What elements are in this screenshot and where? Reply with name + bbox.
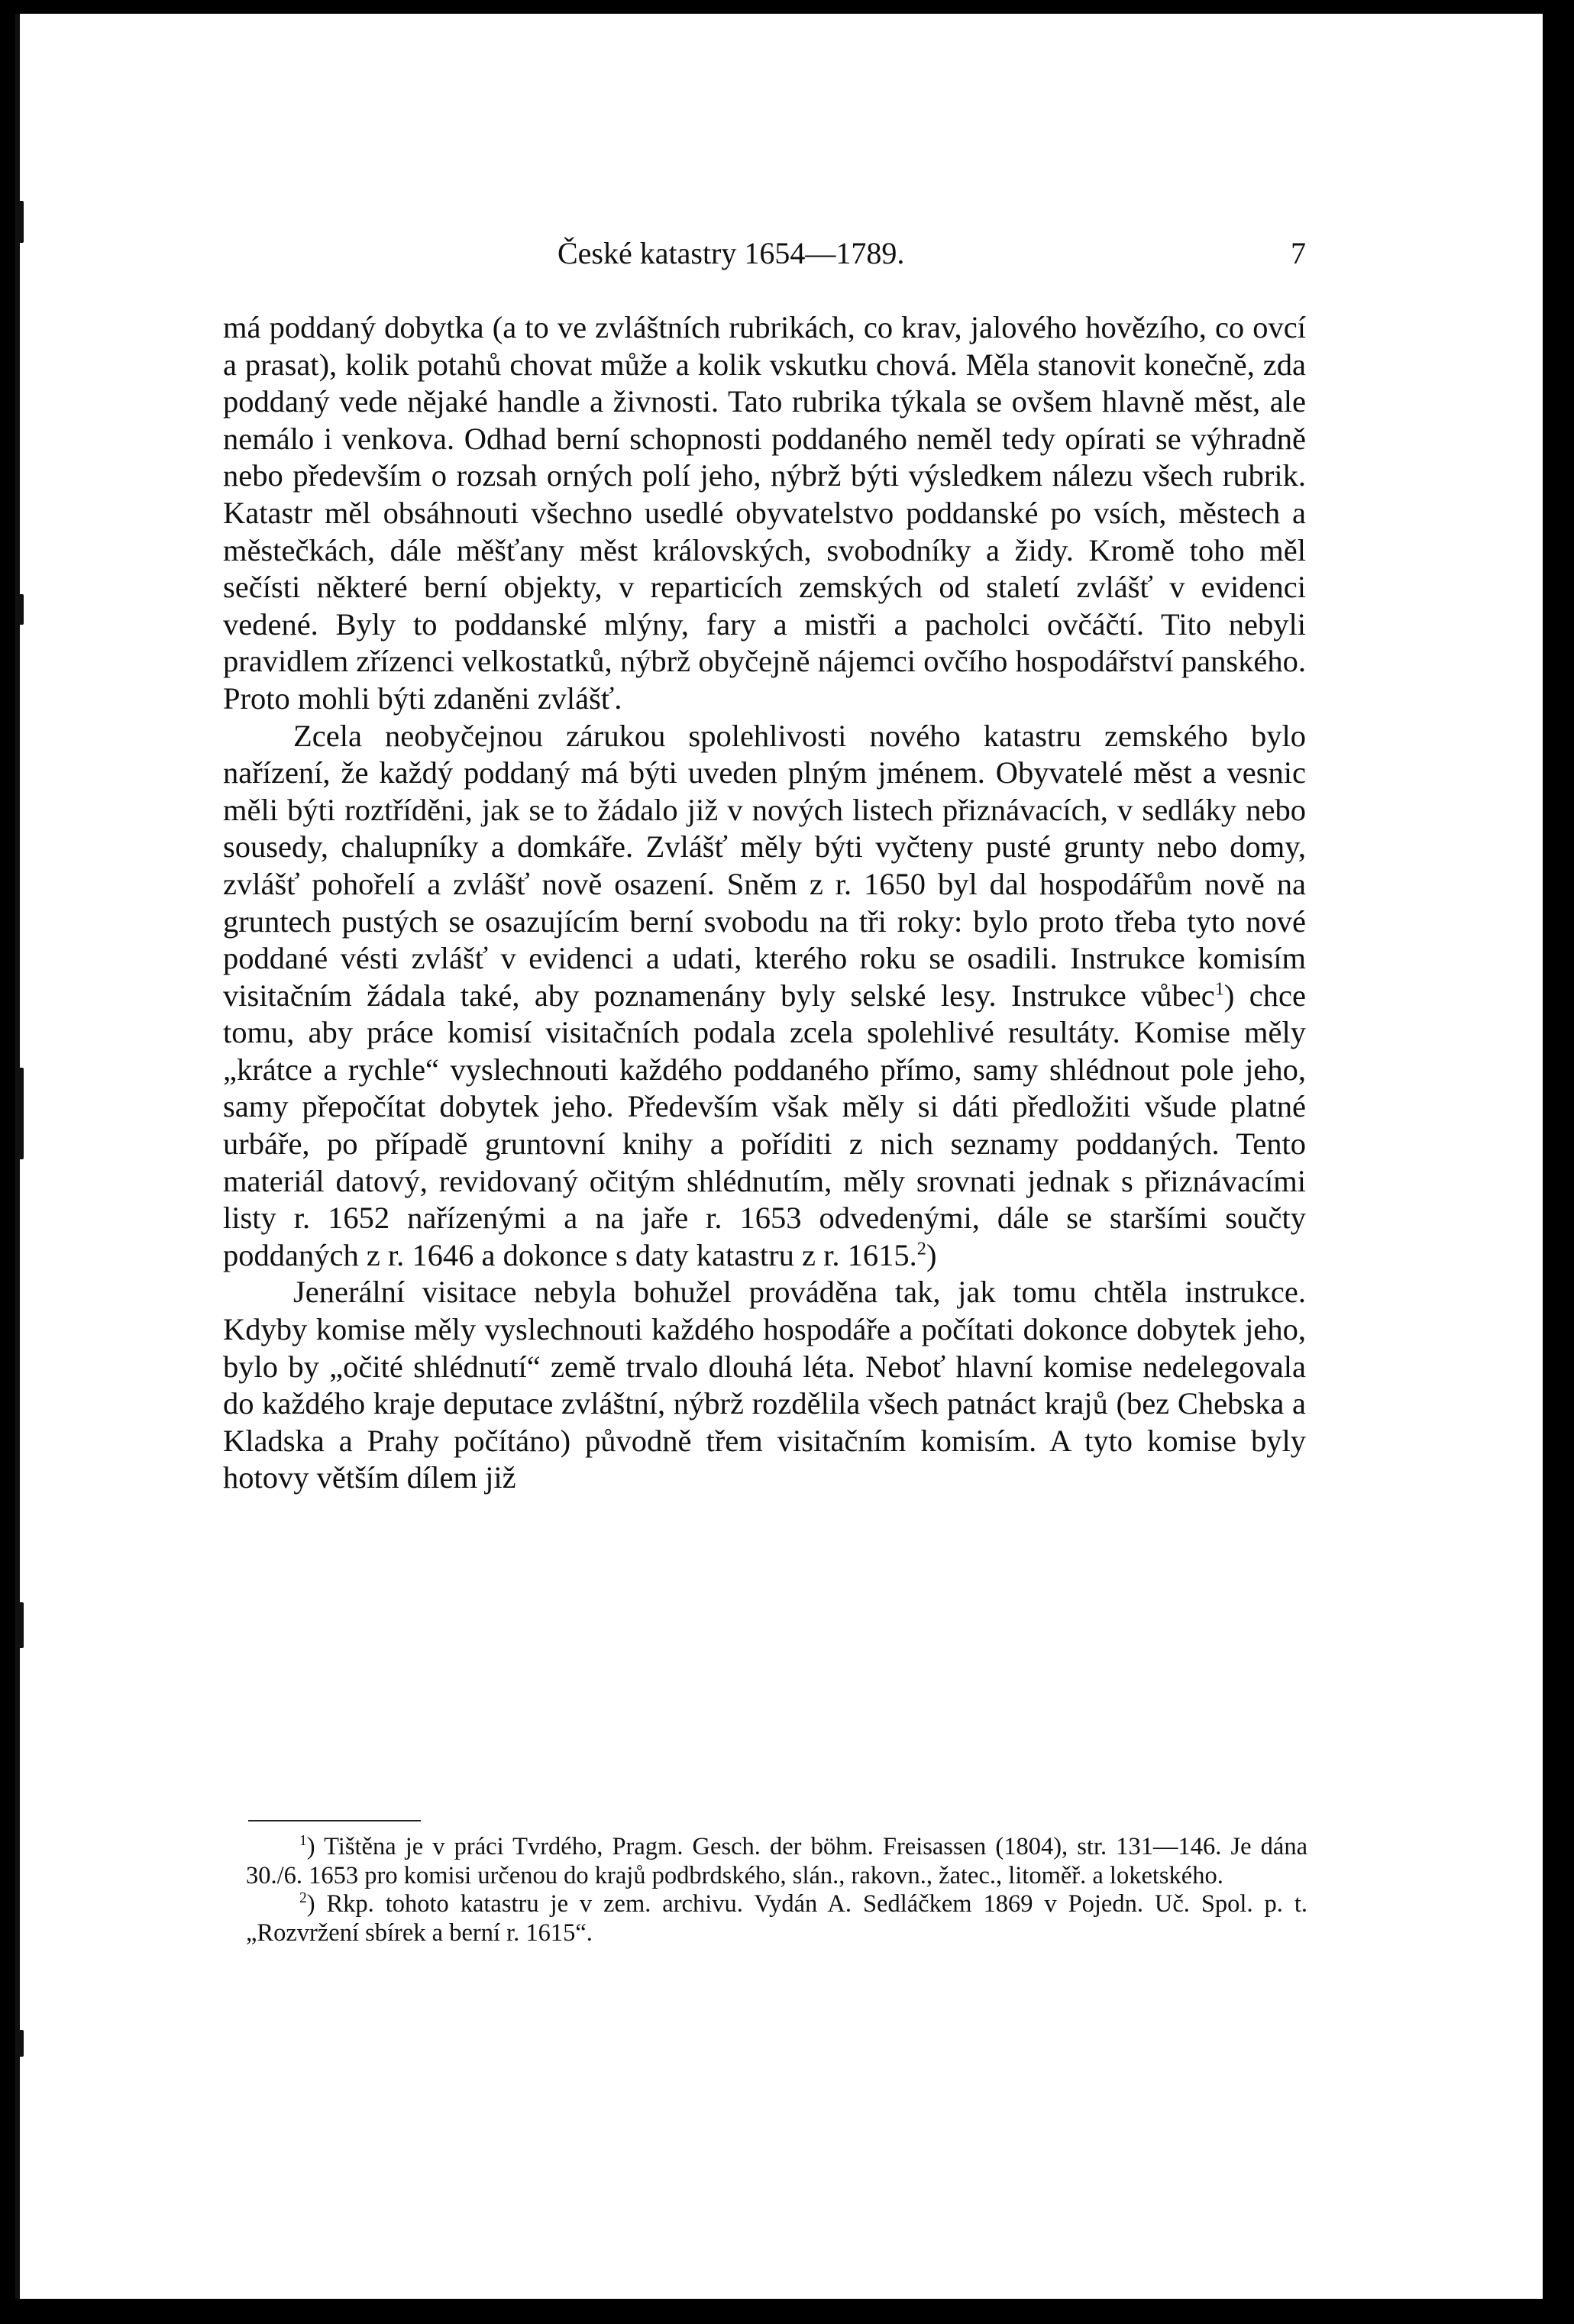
footnote-rule bbox=[248, 1820, 421, 1821]
footnote bbox=[246, 1833, 1307, 1890]
paragraph bbox=[223, 718, 1306, 1275]
paragraph-text: ) bbox=[926, 1237, 937, 1272]
footnote-text: ) Rkp. tohoto katastru je v zem. archivu. Vydán A. Sedláčkem 1869 v Pojedn. Uč. Spol. p. t. „Rozvržení sbírek a berní r. 1615“. bbox=[246, 1890, 1307, 1947]
paragraph-text: ) chce tomu, aby práce komisí visitačních podala zcela spolehlivé resultáty. Komise měly „krátce a rychle“ vyslechnouti každého poddaného přímo, samy shlédnout pole jeho, samy přepočítat dobytek jeho. Především však měly si dáti předložiti všude platné urbáře, po případě gruntovní knihy a poříditi z nich seznamy poddaných. Tento materiál datový, revidovaný očitým shlédnutím, měly srovnati jednak s přiznávacími listy r. 1652 nařízenými a na jaře r. 1653 odvedenými, dále se staršími součty poddaných z r. 1646 a dokonce s daty katastru z r. 1615. bbox=[223, 978, 1306, 1272]
footnote-marker: 2 bbox=[299, 1890, 307, 1907]
scan-mark bbox=[18, 1068, 24, 1159]
paragraph-text: Zcela neobyčejnou zárukou spolehlivosti nového katastru zemského bylo nařízení, že každý poddaný má býti uveden plným jménem. Obyvatelé měst a vesnic měli býti roztříděni, jak se to žádalo již v nových listech přiznávacích, v sedláky nebo sousedy, chalupníky a domkáře. Zvlášť měly býti vyčteny pusté grunty nebo domy, zvlášť pohořelí a zvlášť nově osazení. Sněm z r. 1650 byl dal hospodářům nově na gruntech pustých se osazujícím berní svobodu na tři roky: bylo proto třeba tyto nové poddané vésti zvlášť v evidenci a udati, kterého roku se osadili. Instrukce komisím visitačním žádala také, aby poznamenány byly selské lesy. Instrukce vůbec bbox=[223, 718, 1306, 1013]
body-text bbox=[223, 309, 1306, 1497]
footnote-text: ) Tištěna je v práci Tvrdého, Pragm. Gesch. der böhm. Freisassen (1804), str. 131—146. Je dána 30./6. 1653 pro komisi určenou do krajů podbrdského, slán., rakovn., žatec., litoměř. a loketského. bbox=[246, 1833, 1307, 1889]
paragraph bbox=[223, 309, 1306, 718]
footnote bbox=[246, 1890, 1307, 1947]
footnote-ref: 2 bbox=[916, 1238, 926, 1259]
scan-mark bbox=[18, 594, 24, 625]
paragraph-text: má poddaný dobytka (a to ve zvláštních rubrikách, co krav, jalového hovězího, co ovcí a prasat), kolik potahů chovat může a kolik vskutku chová. Měla stanovit konečně, zda poddaný vede nějaké handle a živnosti. Tato rubrika týkala se ovšem hlavně měst, ale nemálo i venkova. Odhad berní schopnosti poddaného neměl tedy opírati se výhradně nebo především o rozsah orných polí jeho, nýbrž býti výsledkem nálezu všech rubrik. Katastr měl obsáhnouti všechno usedlé obyvatelstvo poddanské po vsích, městech a městečkách, dále měšťany měst královských, svobodníky a židy. Kromě toho měl sečísti některé berní objekty, v reparticích zemských od staletí zvlášť v evidenci vedené. Byly to poddanské mlýny, fary a mistři a pacholci ovčáčtí. Tito nebyli pravidlem zřízenci velkostatků, nýbrž obyčejně nájemci ovčího hospodářství panského. Proto mohli býti zdaněni zvlášť. bbox=[223, 310, 1306, 716]
header-title: České katastry 1654—1789. bbox=[558, 236, 905, 270]
scan-mark bbox=[18, 1602, 24, 1648]
footnote-marker: 1 bbox=[299, 1833, 307, 1850]
footnote-ref: 1 bbox=[1214, 978, 1224, 1000]
paragraph bbox=[223, 1274, 1306, 1497]
running-header bbox=[558, 235, 1306, 281]
scan-mark bbox=[18, 2030, 24, 2057]
page-number: 7 bbox=[1291, 236, 1306, 270]
footnotes bbox=[246, 1833, 1307, 1947]
paragraph-text: Jenerální visitace nebyla bohužel prováděna tak, jak tomu chtěla instrukce. Kdyby komise měly vyslechnouti každého hospodáře a počítati dokonce dobytek jeho, bylo by „očité shlédnutí“ země trvalo dlouhá léta. Neboť hlavní komise nedelegovala do každého kraje deputace zvláštní, nýbrž rozdělila všech patnáct krajů (bez Chebska a Kladska a Prahy počítáno) původně třem visitačním komisím. A tyto komise byly hotovy větším dílem již bbox=[223, 1275, 1306, 1495]
scan-mark bbox=[18, 201, 24, 243]
